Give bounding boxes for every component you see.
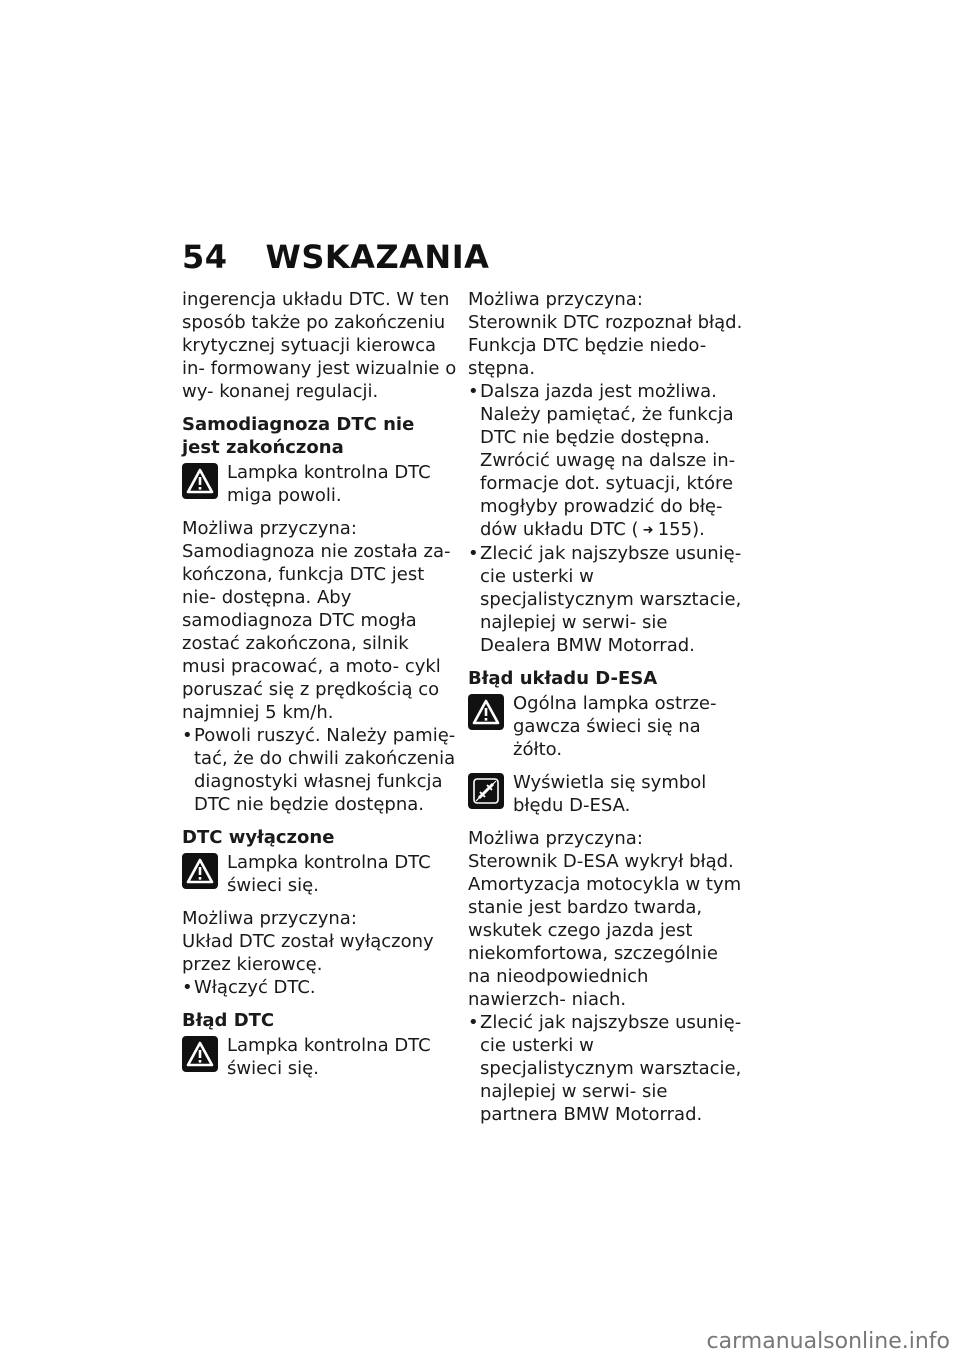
suspension-fault-icon xyxy=(468,773,504,809)
cause-text: Układ DTC został wyłączony przez kierowcę. xyxy=(182,931,434,975)
intro-paragraph: ingerencja układu DTC. W ten sposób także po zakończeniu krytycznej sytuacji kierowca in- formowany jest wizualnie o wy- konanej regulacji. xyxy=(182,289,457,402)
indicator-description: Ogólna lampka ostrze- gawcza świeci się na żółto. xyxy=(513,693,717,760)
section-heading-dtc-self-diagnosis: Samodiagnoza DTC nie jest zakończona xyxy=(182,414,415,458)
warning-triangle-icon xyxy=(468,694,504,730)
cause-text: Sterownik D-ESA wykrył błąd. Amortyzacja motocykla w tym stanie jest bardzo twarda, wskutek czego jazda jest niekomfortowa, szczególnie na nieodpowiednich nawierzch- niach. xyxy=(468,851,742,1010)
bullet-dot: • xyxy=(468,543,479,564)
cause-text: Samodiagnoza nie została za- kończona, funkcja DTC jest nie- dostępna. Aby samodiagnoza DTC mogła zostać zakończona, silnik musi pracować, a moto- cykl poruszać się z prędkością co najmniej 5 km/h. xyxy=(182,541,451,723)
indicator-row xyxy=(182,851,457,897)
bullet-text xyxy=(480,380,743,542)
bullet-text: Włączyć DTC. xyxy=(194,977,316,998)
bullet-text: Zlecić jak najszybsze usunię- cie usterki w specjalistycznym warsztacie, najlepiej w serwi- sie partnera BMW Motorrad. xyxy=(480,1012,742,1125)
page-header xyxy=(182,238,489,276)
warning-triangle-icon xyxy=(182,463,218,499)
page-reference[interactable]: 155 xyxy=(657,519,693,540)
watermark: carmanualsonline.info xyxy=(706,1329,950,1354)
page-reference-arrow-icon: ➜ xyxy=(638,523,658,538)
list-item xyxy=(468,380,743,542)
indicator-row xyxy=(182,1034,457,1080)
bullet-text: Powoli ruszyć. Należy pamię- tać, że do chwili zakończenia diagnostyki własnej funkcja DTC nie będzie dostępna. xyxy=(194,725,456,815)
section-heading-desa-error: Błąd układu D-ESA xyxy=(468,668,658,689)
list-item xyxy=(182,976,457,999)
page-number: 54 xyxy=(182,238,228,276)
list-item xyxy=(468,542,743,657)
cause-label: Możliwa przyczyna: xyxy=(468,828,643,849)
cause-label: Możliwa przyczyna: xyxy=(182,908,357,929)
warning-triangle-icon xyxy=(182,853,218,889)
indicator-description: Lampka kontrolna DTC świeci się. xyxy=(227,1035,431,1079)
page-title: WSKAZANIA xyxy=(265,238,490,276)
bullet-text-part: ). xyxy=(692,519,705,540)
section-heading-dtc-error: Błąd DTC xyxy=(182,1010,275,1031)
bullet-text-part: Dalsza jazda jest możliwa. Należy pamiętać, że funkcja DTC nie będzie dostępna. Zwrócić uwagę na dalsze in- formacje dot. sytuacji, które mogłyby prowadzić do błę- dów układu DTC ( xyxy=(480,381,736,540)
indicator-row xyxy=(468,692,743,761)
indicator-description: Lampka kontrolna DTC świeci się. xyxy=(227,852,431,896)
indicator-row xyxy=(468,771,743,817)
left-column xyxy=(182,288,457,1080)
right-column xyxy=(468,288,743,1126)
indicator-description: Wyświetla się symbol błędu D-ESA. xyxy=(513,772,707,816)
list-item xyxy=(468,1011,743,1126)
bullet-dot: • xyxy=(182,977,193,998)
list-item xyxy=(182,724,457,816)
bullet-dot: • xyxy=(468,381,479,402)
warning-triangle-icon xyxy=(182,1036,218,1072)
cause-label: Możliwa przyczyna: xyxy=(182,518,357,539)
bullet-dot: • xyxy=(182,725,193,746)
cause-label: Możliwa przyczyna: xyxy=(468,289,643,310)
cause-text: Sterownik DTC rozpoznał błąd. Funkcja DTC będzie niedo- stępna. xyxy=(468,312,743,379)
indicator-row xyxy=(182,461,457,507)
bullet-dot: • xyxy=(468,1012,479,1033)
section-heading-dtc-off: DTC wyłączone xyxy=(182,827,335,848)
indicator-description: Lampka kontrolna DTC miga powoli. xyxy=(227,462,431,506)
bullet-text: Zlecić jak najszybsze usunię- cie usterki w specjalistycznym warsztacie, najlepiej w serwi- sie Dealera BMW Motorrad. xyxy=(480,543,742,656)
